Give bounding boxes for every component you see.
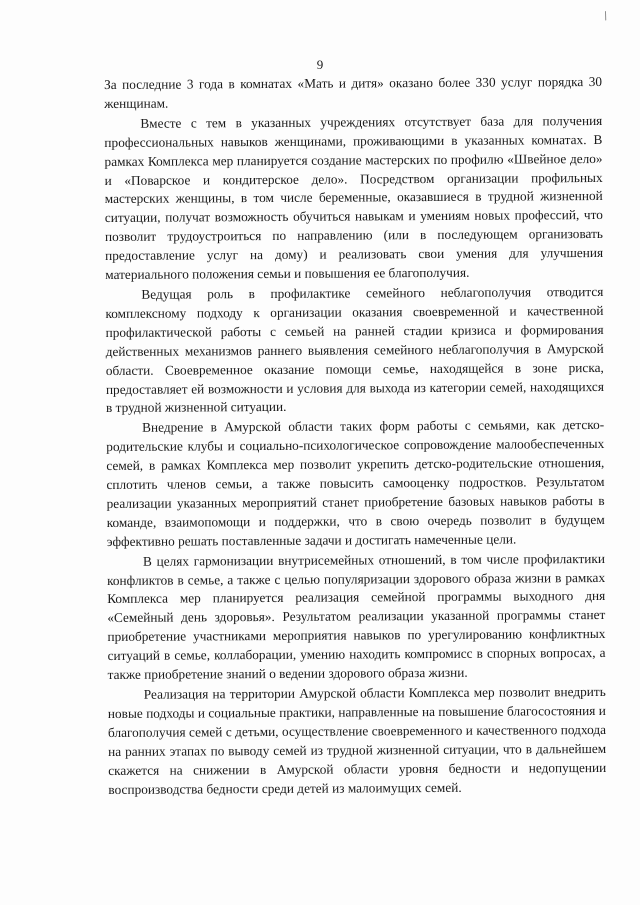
paragraph-1: За последние 3 года в комнатах «Мать и дитя» оказано более 330 услуг порядка 30 женщинам. bbox=[104, 73, 603, 111]
paragraph-5: В целях гармонизации внутрисемейных отношений, в том числе профилактики конфликтов в семье, а также с целью популяризации здорового образа жизни в рамках Комплекса мер планируется реализация семейной программы выходного дня «Семейный день здоровья». Результатом реализации указанной программы станет приобретение участниками мероприятия навыков по урегулированию конфликтных ситуаций в семье, коллаборации, умению находить компромисс в спорных вопросах, а также приобретение знаний о ведении здорового образа жизни. bbox=[107, 550, 606, 683]
document-body bbox=[104, 73, 606, 799]
page-number: 9 bbox=[316, 57, 324, 72]
paragraph-3: Ведущая роль в профилактике семейного неблагополучия отводится комплексному подходу к организации оказания своевременной и качественной профилактической работы с семьей на ранней стадии кризиса и формирования действенных механизмов раннего выявления семейного неблагополучия в Амурской области. Своевременное оказание помощи семье, находящейся в зоне риска, предоставляет ей возможности и условия для выхода из категории семей, находящихся в трудной жизненной ситуации. bbox=[105, 283, 604, 416]
paragraph-6: Реализация на территории Амурской области Комплекса мер позволит внедрить новые подходы и социальные практики, направленные на повышение благосостояния и благополучия семей с детьми, осуществление своевременного и качественного подхода на ранних этапах по выводу семей из трудной жизненной ситуации, что в дальнейшем скажется на снижении в Амурской области уровня бедности и недопущении воспроизводства бедности среди детей из малоимущих семей. bbox=[107, 683, 607, 797]
scan-corner-mark: / bbox=[601, 7, 611, 24]
paragraph-2: Вместе с тем в указанных учреждениях отсутствует база для получения профессиональных навыков женщинами, проживающими в указанных комнатах. В рамках Комплекса мер планируется создание мастерских по профилю «Швейное дело» и «Поварское и кондитерское дело». Посредством организации профильных мастерских женщины, в том числе беременные, оказавшиеся в трудной жизненной ситуации, получат возможность обучиться навыкам и умениям новых профессий, что позволит трудоустроиться по направлению (или в последующем организовать предоставление услуг на дому) и реализовать свои умения для улучшения материального положения семьи и повышения ее благополучия. bbox=[104, 112, 604, 283]
paragraph-4: Внедрение в Амурской области таких форм работы с семьями, как детско-родительские клубы и социально-психологическое сопровождение малообеспеченных семей, в рамках Комплекса мер позволит укрепить детско-родительские отношения, сплотить членов семьи, а также повысить самооценку подростков. Результатом реализации указанных мероприятий станет приобретение базовых навыков работы в команде, взаимопомощи и поддержки, что в свою очередь позволит в будущем эффективно решать поставленные задачи и достигать намеченные цели. bbox=[106, 417, 605, 549]
